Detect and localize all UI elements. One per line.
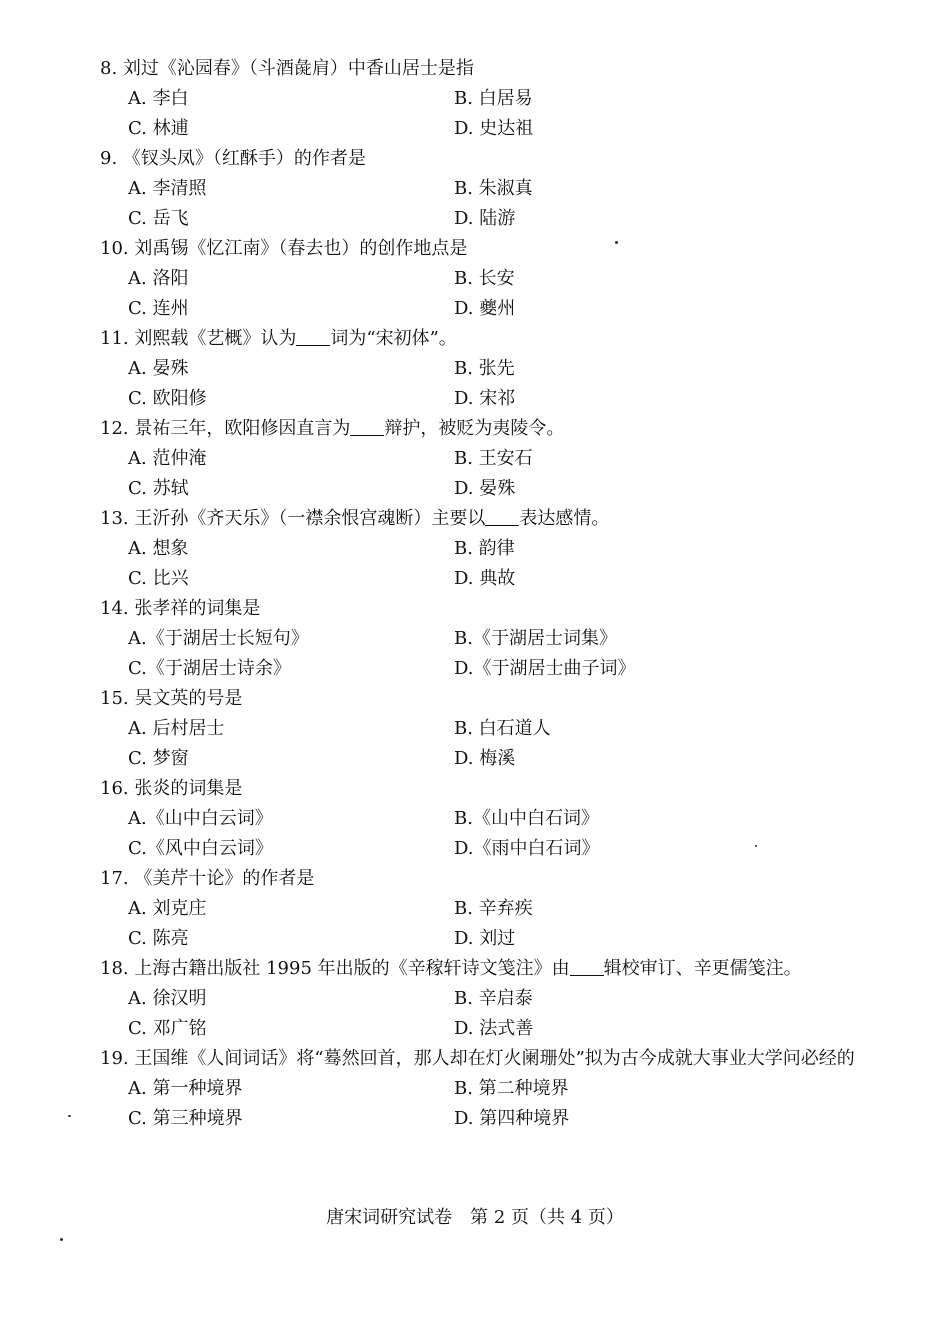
option-b: B. 王安石	[454, 448, 533, 469]
question-text	[100, 144, 860, 174]
question-stem-continued: 表达感情。	[519, 508, 610, 529]
option-a: A. 李清照	[128, 178, 207, 199]
option-b: B. 辛弃疾	[454, 898, 533, 919]
option-row	[100, 1074, 860, 1104]
question-text	[100, 774, 860, 804]
scan-speck	[615, 241, 618, 244]
option-d: D. 典故	[454, 568, 516, 589]
option-row	[100, 114, 860, 144]
option-b: B.《山中白石词》	[454, 808, 599, 829]
option-a: A. 李白	[128, 88, 189, 109]
question-stem: 王国维《人间词话》将“蓦然回首，那人却在灯火阑珊处”拟为古今成就大事业大学问必经的	[134, 1048, 855, 1069]
option-row	[100, 984, 860, 1014]
option-d: D.《雨中白石词》	[454, 838, 600, 859]
question-list	[100, 54, 860, 1134]
option-row	[100, 1104, 860, 1134]
option-row	[100, 174, 860, 204]
question-number: 18.	[100, 958, 129, 979]
question-text	[100, 1044, 860, 1074]
question-item	[100, 54, 860, 144]
option-row	[100, 84, 860, 114]
option-a: A. 洛阳	[128, 268, 189, 289]
option-a: A.《于湖居士长短句》	[128, 628, 309, 649]
question-item	[100, 504, 860, 594]
question-number: 19.	[100, 1048, 129, 1069]
question-number: 12.	[100, 418, 129, 439]
option-row	[100, 834, 860, 864]
question-stem: 刘禹锡《忆江南》（春去也）的创作地点是	[134, 238, 468, 259]
option-row	[100, 204, 860, 234]
question-number: 14.	[100, 598, 129, 619]
option-row	[100, 714, 860, 744]
option-a: A. 晏殊	[128, 358, 189, 379]
question-stem-continued: 词为“宋初体”。	[330, 328, 457, 349]
option-d: D. 史达祖	[454, 118, 534, 139]
answer-blank	[570, 955, 604, 976]
question-item	[100, 684, 860, 774]
question-text	[100, 864, 860, 894]
question-text	[100, 594, 860, 624]
question-number: 10.	[100, 238, 129, 259]
option-c: C.《于湖居士诗余》	[128, 658, 291, 679]
option-c: C. 苏轼	[128, 478, 189, 499]
option-row	[100, 534, 860, 564]
question-item	[100, 234, 860, 324]
question-stem: 张炎的词集是	[134, 778, 243, 799]
question-stem: 刘熙载《艺概》认为	[134, 328, 297, 349]
question-item	[100, 864, 860, 954]
option-b: B. 张先	[454, 358, 515, 379]
option-c: C. 岳飞	[128, 208, 189, 229]
answer-blank	[485, 505, 519, 526]
option-c: C. 陈亮	[128, 928, 189, 949]
page-footer: 唐宋词研究试卷 第 2 页（共 4 页）	[326, 1207, 624, 1228]
option-row	[100, 804, 860, 834]
option-row	[100, 384, 860, 414]
option-d: D.《于湖居士曲子词》	[454, 658, 636, 679]
option-d: D. 梅溪	[454, 748, 516, 769]
question-item	[100, 954, 860, 1044]
question-item	[100, 324, 860, 414]
option-d: D. 夔州	[454, 298, 516, 319]
option-b: B. 韵律	[454, 538, 515, 559]
question-stem: 《钗头凤》（红酥手）的作者是	[122, 148, 366, 169]
option-b: B. 辛启泰	[454, 988, 533, 1009]
option-b: B. 第二种境界	[454, 1078, 569, 1099]
question-stem-continued: 辑校审订、辛更儒笺注。	[603, 958, 802, 979]
scan-speck	[68, 1115, 71, 1117]
option-b: B. 朱淑真	[454, 178, 533, 199]
option-row	[100, 624, 860, 654]
question-stem: 张孝祥的词集是	[134, 598, 261, 619]
option-a: A.《山中白云词》	[128, 808, 273, 829]
scan-speck	[60, 1238, 63, 1241]
question-text	[100, 234, 860, 264]
option-b: B. 长安	[454, 268, 515, 289]
option-row	[100, 354, 860, 384]
question-stem: 上海古籍出版社 1995 年出版的《辛稼轩诗文笺注》由	[134, 958, 570, 979]
option-a: A. 刘克庄	[128, 898, 207, 919]
question-number: 9.	[100, 148, 118, 169]
question-text	[100, 324, 860, 354]
question-item	[100, 414, 860, 504]
answer-blank	[296, 325, 330, 346]
question-number: 8.	[100, 58, 118, 79]
option-a: A. 后村居士	[128, 718, 225, 739]
option-row	[100, 444, 860, 474]
question-stem-continued: 辩护，被贬为夷陵令。	[384, 418, 565, 439]
option-a: A. 第一种境界	[128, 1078, 243, 1099]
question-item	[100, 594, 860, 684]
question-stem: 吴文英的号是	[134, 688, 243, 709]
question-number: 16.	[100, 778, 129, 799]
question-stem: 景祐三年，欧阳修因直言为	[134, 418, 351, 439]
option-c: C. 第三种境界	[128, 1108, 243, 1129]
question-text	[100, 504, 860, 534]
option-d: D. 刘过	[454, 928, 516, 949]
option-c: C. 梦窗	[128, 748, 189, 769]
option-c: C. 林逋	[128, 118, 189, 139]
option-d: D. 晏殊	[454, 478, 516, 499]
option-d: D. 法式善	[454, 1018, 534, 1039]
option-c: C. 邓广铭	[128, 1018, 207, 1039]
question-number: 13.	[100, 508, 129, 529]
option-b: B. 白居易	[454, 88, 533, 109]
question-number: 17.	[100, 868, 129, 889]
question-stem: 王沂孙《齐天乐》（一襟余恨宫魂断）主要以	[134, 508, 486, 529]
question-text	[100, 954, 860, 984]
option-c: C. 欧阳修	[128, 388, 207, 409]
question-number: 15.	[100, 688, 129, 709]
option-b: B.《于湖居士词集》	[454, 628, 617, 649]
question-text	[100, 684, 860, 714]
option-row	[100, 894, 860, 924]
option-row	[100, 564, 860, 594]
option-c: C. 连州	[128, 298, 189, 319]
question-item	[100, 1044, 860, 1134]
option-a: A. 徐汉明	[128, 988, 207, 1009]
option-row	[100, 474, 860, 504]
option-d: D. 第四种境界	[454, 1108, 570, 1129]
question-stem: 刘过《沁园春》（斗酒彘肩）中香山居士是指	[122, 58, 474, 79]
option-c: C. 比兴	[128, 568, 189, 589]
question-item	[100, 144, 860, 234]
question-text	[100, 54, 860, 84]
option-d: D. 陆游	[454, 208, 516, 229]
option-d: D. 宋祁	[454, 388, 516, 409]
option-row	[100, 1014, 860, 1044]
option-c: C.《风中白云词》	[128, 838, 273, 859]
question-text	[100, 414, 860, 444]
scan-speck	[755, 845, 757, 847]
question-item	[100, 774, 860, 864]
option-row	[100, 744, 860, 774]
answer-blank	[350, 415, 384, 436]
option-row	[100, 264, 860, 294]
option-a: A. 范仲淹	[128, 448, 207, 469]
option-row	[100, 294, 860, 324]
option-b: B. 白石道人	[454, 718, 551, 739]
option-a: A. 想象	[128, 538, 189, 559]
question-stem: 《美芹十论》的作者是	[134, 868, 315, 889]
option-row	[100, 924, 860, 954]
option-row	[100, 654, 860, 684]
question-number: 11.	[100, 328, 129, 349]
